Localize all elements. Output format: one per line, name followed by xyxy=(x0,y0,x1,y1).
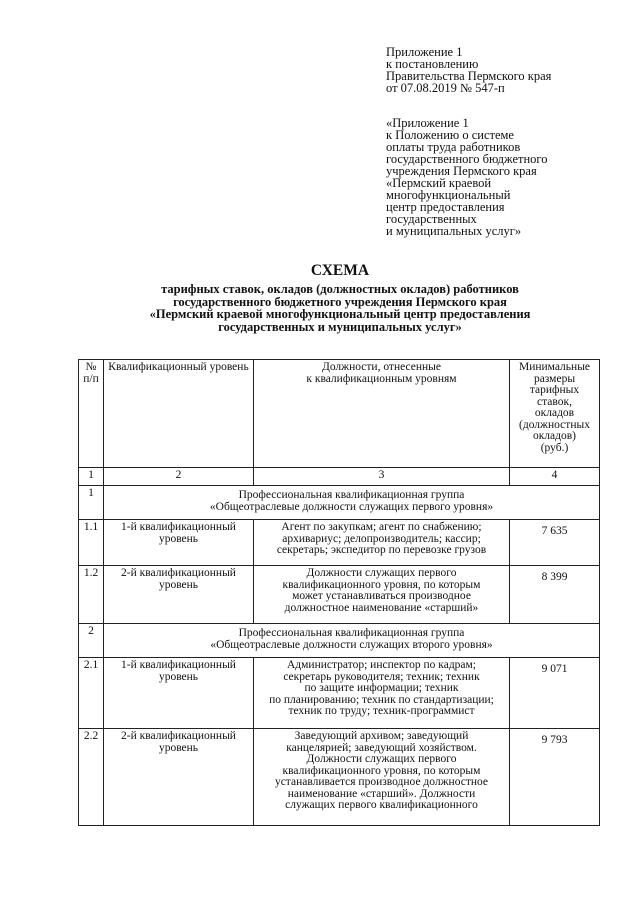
qualification-level xyxy=(104,520,254,566)
header-salary-line: (должностных xyxy=(519,418,590,431)
table-row xyxy=(79,658,600,729)
header-salary-line: (руб.) xyxy=(540,441,569,454)
qualification-level-line: уровень xyxy=(158,741,199,754)
qualification-level xyxy=(104,566,254,624)
row-number: 2.2 xyxy=(79,729,104,826)
appendix-2-line: и муниципальных услуг» xyxy=(386,224,522,238)
header-positions-line: к квалификационным уровням xyxy=(306,372,457,385)
header-salary xyxy=(510,360,600,468)
header-salary-line: окладов) xyxy=(532,430,577,442)
qualification-level-line: уровень xyxy=(158,670,199,683)
table-row xyxy=(79,566,600,624)
group-title-line: Профессиональная квалификационная группа xyxy=(238,489,465,501)
positions xyxy=(254,729,510,826)
positions xyxy=(254,658,510,729)
appendix-1-line: от 07.08.2019 № 547-п xyxy=(386,81,505,95)
group-title-line: «Общеотраслевые должности служащих первого уровня» xyxy=(209,500,494,513)
appendix-1-to-regulation-header xyxy=(386,117,548,237)
header-salary-line: ставок, xyxy=(537,395,572,408)
appendix-1-line: Правительства Пермского края xyxy=(386,69,552,83)
group-title xyxy=(104,624,600,658)
subtitle-line: государственных и муниципальных услуг» xyxy=(218,319,462,334)
positions-line: техник по труду; техник-программист xyxy=(288,705,475,717)
appendix-2-line: «Приложение 1 xyxy=(386,116,469,130)
header-number-line: № xyxy=(85,361,97,373)
group-row xyxy=(79,486,600,520)
positions-line: канцелярией; заведующий хозяйством. xyxy=(286,741,477,754)
row-number: 1.2 xyxy=(79,566,104,624)
row-number: 2.1 xyxy=(79,658,104,729)
header-salary-line: Минимальные xyxy=(518,361,591,373)
subtitle-line: тарифных ставок, окладов (должностных окладов) работников xyxy=(161,282,519,296)
appendix-2-line: к Положению о системе xyxy=(386,128,514,142)
positions xyxy=(254,566,510,624)
positions-line: Агент по закупкам; агент по снабжению; xyxy=(281,521,482,533)
header-salary-line: окладов xyxy=(534,407,575,419)
header-number-line: п/п xyxy=(83,372,99,385)
positions-line: квалификационного уровня, по которым xyxy=(282,764,481,777)
table-row xyxy=(79,729,600,826)
qualification-level-line: уровень xyxy=(158,532,199,545)
appendix-2-line: государственного бюджетного xyxy=(386,152,548,166)
positions-line: архивариус; делопроизводитель; кассир; xyxy=(282,532,481,545)
header-level: Квалификационный уровень xyxy=(104,360,254,468)
header-salary-line: размеры xyxy=(533,372,576,385)
group-title xyxy=(104,486,600,520)
qualification-level xyxy=(104,729,254,826)
salary-value: 7 635 xyxy=(510,520,600,566)
appendix-1-line: Приложение 1 xyxy=(386,45,463,59)
positions-line: по планированию; техник по стандартизации; xyxy=(269,693,494,706)
subtitle-line: государственного бюджетного учреждения Пермского края xyxy=(173,294,507,309)
positions-line: Должности служащих первого xyxy=(306,567,457,579)
positions-line: Заведующий архивом; заведующий xyxy=(294,730,469,742)
subtitle-line: «Пермский краевой многофункциональный центр предоставления xyxy=(149,307,531,321)
appendix-2-line: «Пермский краевой xyxy=(386,176,492,190)
appendix-2-line: государственных xyxy=(386,212,477,226)
group-row xyxy=(79,624,600,658)
qualification-level-line: 1-й квалификационный xyxy=(121,521,236,533)
group-number: 2 xyxy=(79,624,104,658)
column-number: 3 xyxy=(254,468,510,486)
column-number-row xyxy=(79,468,600,486)
header-salary-line: тарифных xyxy=(529,384,580,396)
positions-line: служащих первого квалификационного xyxy=(285,799,478,811)
positions-line: квалификационного уровня, по которым xyxy=(282,578,481,591)
salary-scheme-table xyxy=(78,359,600,826)
appendix-2-line: центр предоставления xyxy=(386,200,505,214)
positions-line: по защите информации; техник xyxy=(304,682,459,694)
positions-line: устанавливается производное должностное xyxy=(274,776,489,788)
appendix-2-line: многофункциональный xyxy=(386,188,511,202)
salary-value: 9 793 xyxy=(510,729,600,826)
group-title-line: Профессиональная квалификационная группа xyxy=(238,627,465,639)
column-number: 1 xyxy=(79,468,104,486)
header-number xyxy=(79,360,104,468)
salary-value: 8 399 xyxy=(510,566,600,624)
group-number: 1 xyxy=(79,486,104,520)
positions xyxy=(254,520,510,566)
positions-line: должностное наименование «старший» xyxy=(284,601,479,614)
positions-line: секретарь; экспедитор по перевозке грузов xyxy=(276,544,487,556)
appendix-2-line: учреждения Пермского края xyxy=(386,164,537,178)
salary-value: 9 071 xyxy=(510,658,600,729)
qualification-level-line: уровень xyxy=(158,578,199,591)
appendix-2-line: оплаты труда работников xyxy=(386,140,521,154)
qualification-level-line: 1-й квалификационный xyxy=(121,659,236,671)
column-number: 4 xyxy=(510,468,600,486)
document-subtitle xyxy=(0,283,640,333)
row-number: 1.1 xyxy=(79,520,104,566)
header-positions xyxy=(254,360,510,468)
appendix-1-header xyxy=(386,46,551,94)
positions-line: Администратор; инспектор по кадрам; xyxy=(287,659,476,671)
qualification-level-line: 2-й квалификационный xyxy=(121,730,236,742)
positions-line: может устанавливаться производное xyxy=(292,590,471,602)
group-title-line: «Общеотраслевые должности служащих второго уровня» xyxy=(210,638,493,651)
header-positions-line: Должности, отнесенные xyxy=(321,361,441,373)
appendix-1-line: к постановлению xyxy=(386,57,479,71)
qualification-level xyxy=(104,658,254,729)
document-title: СХЕМА xyxy=(310,262,370,279)
column-number: 2 xyxy=(104,468,254,486)
positions-line: секретарь руководителя; техник; техник xyxy=(283,670,480,683)
positions-line: Должности служащих первого xyxy=(306,753,457,765)
positions-line: наименование «старший». Должности xyxy=(287,787,476,800)
table-header-row xyxy=(79,360,600,468)
qualification-level-line: 2-й квалификационный xyxy=(121,567,236,579)
table-row xyxy=(79,520,600,566)
